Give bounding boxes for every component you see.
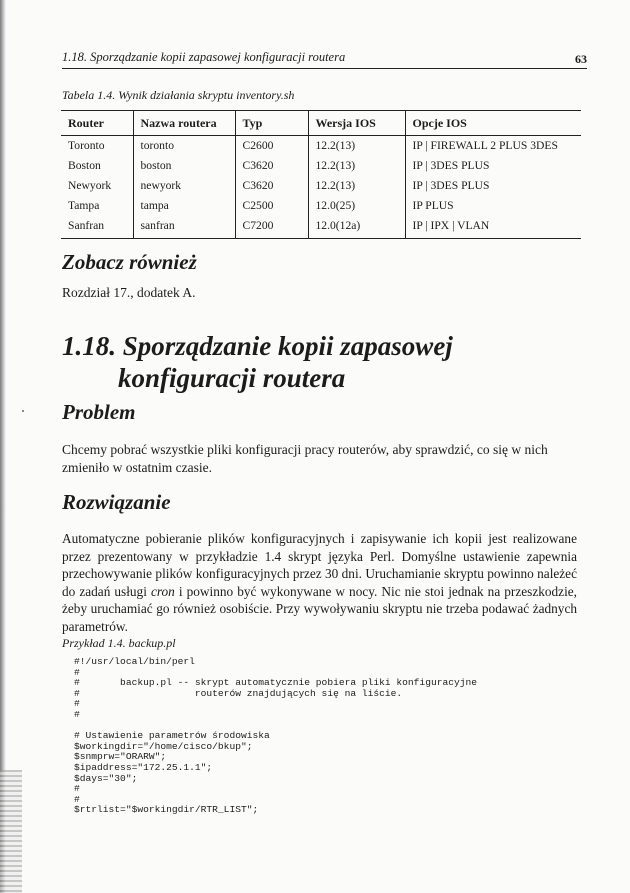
- table-cell: toronto: [133, 136, 235, 157]
- running-head: [62, 50, 587, 69]
- table-cell: 12.0(25): [308, 196, 405, 216]
- column-header-router-name: Nazwa routera: [133, 111, 235, 136]
- code-line: $workingdir="/home/cisco/bkup";: [74, 740, 253, 752]
- router-inventory-table: [61, 110, 581, 239]
- table-cell: C3620: [235, 176, 308, 196]
- table-header-row: [61, 111, 581, 136]
- column-header-router: Router: [61, 111, 133, 136]
- table-cell: IP | 3DES PLUS: [405, 176, 581, 196]
- code-line: $snmprw="ORARW";: [74, 751, 167, 763]
- table-cell: Newyork: [68, 179, 112, 192]
- table-cell: 12.2(13): [308, 156, 405, 176]
- table-cell: C7200: [235, 216, 308, 239]
- code-line: $rtrlist="$workingdir/RTR_LIST";: [74, 804, 259, 816]
- problem-heading: Problem: [62, 400, 136, 424]
- code-line: $days="30";: [74, 772, 138, 784]
- code-line: #: [74, 708, 80, 720]
- table-cell: tampa: [133, 196, 235, 216]
- solution-text-part-2: i powinno być wykonywane w nocy. Nic nie stoi jednak na przeszkodzie, żeby uruchamiać go również osobiście. Przy wywoływaniu skryptu nie trzeba podawać żadnych parametrów.: [62, 583, 577, 634]
- code-line: #: [74, 793, 80, 805]
- table-row: [61, 176, 581, 196]
- table-cell: 12.2(13): [308, 176, 405, 196]
- table-cell: 12.0(12a): [308, 216, 405, 239]
- table-cell: C2600: [235, 136, 308, 157]
- table-row: [61, 216, 581, 239]
- code-line: # routerów znajdujących się na liście.: [74, 687, 403, 699]
- column-header-type: Typ: [235, 111, 308, 136]
- solution-paragraph: [62, 530, 577, 635]
- section-title-line-1: 1.18. Sporządzanie kopii zapasowej: [62, 331, 453, 361]
- table-row: [61, 136, 581, 157]
- column-header-ios-options: Opcje IOS: [405, 111, 581, 136]
- code-line: #: [74, 698, 80, 710]
- table-cell: C2500: [235, 196, 308, 216]
- table-cell: sanfran: [133, 216, 235, 239]
- table-cell: Tampa: [68, 199, 100, 212]
- page-number: 63: [575, 52, 587, 66]
- column-header-ios-version: Wersja IOS: [308, 111, 405, 136]
- table-cell: C3620: [235, 156, 308, 176]
- table-cell: IP | 3DES PLUS: [405, 156, 581, 176]
- table-cell: IP PLUS: [405, 196, 581, 216]
- code-line: #: [74, 666, 80, 678]
- scan-binding-noise: [0, 770, 22, 893]
- table-cell: Sanfran: [61, 216, 133, 239]
- code-line: # Ustawienie parametrów środowiska: [74, 730, 270, 742]
- solution-text-cron: cron: [150, 583, 175, 599]
- code-line: # backup.pl -- skrypt automatycznie pobiera pliki konfiguracyjne: [74, 677, 478, 689]
- solution-heading: Rozwiązanie: [62, 490, 171, 514]
- code-line: #!/usr/local/bin/perl: [74, 656, 195, 667]
- solution-text-part-1: Automatyczne pobieranie plików konfiguracyjnych i zapisywanie ich kopii jest realizowane przez prezentowany w przykładzie 1.4 skrypt języka Perl. Domyślne ustawienie zapewnia przechowywanie plików konfiguracyjnych przez 30 dni. Uruchamianie skryptu powinno należeć do zadań usługi: [62, 531, 577, 599]
- table-cell: Toronto: [68, 139, 105, 152]
- table-cell: IP | IPX | VLAN: [405, 216, 581, 239]
- running-head-title: 1.18. Sporządzanie kopii zapasowej konfiguracji routera: [62, 50, 346, 64]
- example-caption: Przykład 1.4. backup.pl: [62, 636, 176, 650]
- section-title: [62, 330, 453, 394]
- table-row: [61, 196, 581, 216]
- table-cell: boston: [133, 156, 235, 176]
- table-cell: IP | FIREWALL 2 PLUS 3DES: [405, 136, 581, 157]
- table-row: [61, 156, 581, 176]
- table-cell: newyork: [133, 176, 235, 196]
- problem-paragraph: Chcemy pobrać wszystkie pliki konfiguracji pracy routerów, aby sprawdzić, co się w nich zmieniło w ostatnim czasie.: [62, 442, 548, 475]
- see-also-text: Rozdział 17., dodatek A.: [62, 285, 196, 300]
- code-line: #: [74, 783, 80, 795]
- table-caption: Tabela 1.4. Wynik działania skryptu inventory.sh: [62, 88, 295, 102]
- margin-speck: [22, 410, 24, 412]
- table-cell: Boston: [68, 159, 101, 172]
- code-line: $ipaddress="172.25.1.1";: [74, 761, 213, 773]
- scan-shadow-edge: [0, 0, 6, 893]
- table-cell: 12.2(13): [308, 136, 405, 157]
- code-listing: [74, 657, 574, 816]
- section-title-line-2: konfiguracji routera: [118, 363, 346, 393]
- see-also-heading: Zobacz również: [62, 250, 197, 274]
